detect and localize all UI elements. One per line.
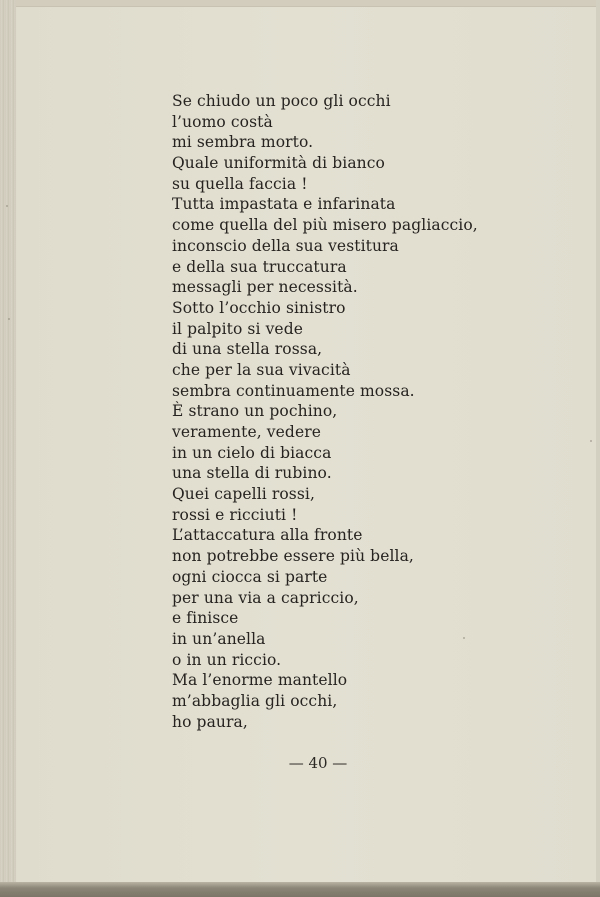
poem-line: l’uomo costà bbox=[172, 112, 273, 131]
page-bottom-edge bbox=[0, 882, 600, 897]
poem-line: messagli per necessità. bbox=[172, 278, 358, 297]
poem-line: Sotto l’occhio sinistro bbox=[172, 298, 346, 317]
paper-speck bbox=[590, 440, 592, 442]
poem-line: e finisce bbox=[172, 609, 239, 628]
poem-line: Quale uniformità di bianco bbox=[172, 154, 385, 173]
poem-line: che per la sua vivacità bbox=[172, 360, 351, 379]
poem-line: sembra continuamente mossa. bbox=[172, 381, 415, 400]
poem-line: rossi e ricciuti ! bbox=[172, 505, 298, 524]
poem-line: o in un riccio. bbox=[172, 650, 282, 669]
poem-line: È strano un pochino, bbox=[172, 402, 338, 421]
poem-text bbox=[172, 91, 502, 732]
poem-line: di una stella rossa, bbox=[172, 340, 323, 359]
poem-line: Quei capelli rossi, bbox=[172, 485, 315, 504]
poem-line: inconscio della sua vestitura bbox=[172, 236, 399, 255]
poem-line: Se chiudo un poco gli occhi bbox=[172, 92, 391, 110]
poem-line: ho paura, bbox=[172, 712, 248, 731]
poem-line: in un’anella bbox=[172, 629, 266, 648]
poem-line: come quella del più misero pagliaccio, bbox=[172, 216, 478, 235]
poem-line: in un cielo di biacca bbox=[172, 443, 332, 462]
poem-line: L’attaccatura alla fronte bbox=[172, 526, 363, 545]
poem-line: m’abbaglia gli occhi, bbox=[172, 691, 338, 710]
poem-line: ogni ciocca si parte bbox=[172, 567, 328, 586]
poem-line: veramente, vedere bbox=[172, 423, 321, 441]
page-number: — 40 — bbox=[288, 754, 348, 772]
poem-line: Ma l’enorme mantello bbox=[172, 671, 348, 690]
poem-line: una stella di rubino. bbox=[172, 464, 332, 483]
poem-line: Tutta impastata e infarinata bbox=[172, 195, 396, 214]
paper-speck bbox=[6, 205, 8, 207]
paper-speck bbox=[8, 318, 10, 320]
poem-line: per una via a capriccio, bbox=[172, 588, 359, 607]
poem-line: il palpito si vede bbox=[172, 319, 303, 338]
paper-speck bbox=[463, 637, 465, 639]
poem-line: e della sua truccatura bbox=[172, 257, 347, 276]
page-top-edge bbox=[0, 0, 600, 7]
poem-line: non potrebbe essere più bella, bbox=[172, 547, 414, 566]
poem-line: mi sembra morto. bbox=[172, 133, 314, 152]
poem-line: su quella faccia ! bbox=[172, 174, 308, 193]
